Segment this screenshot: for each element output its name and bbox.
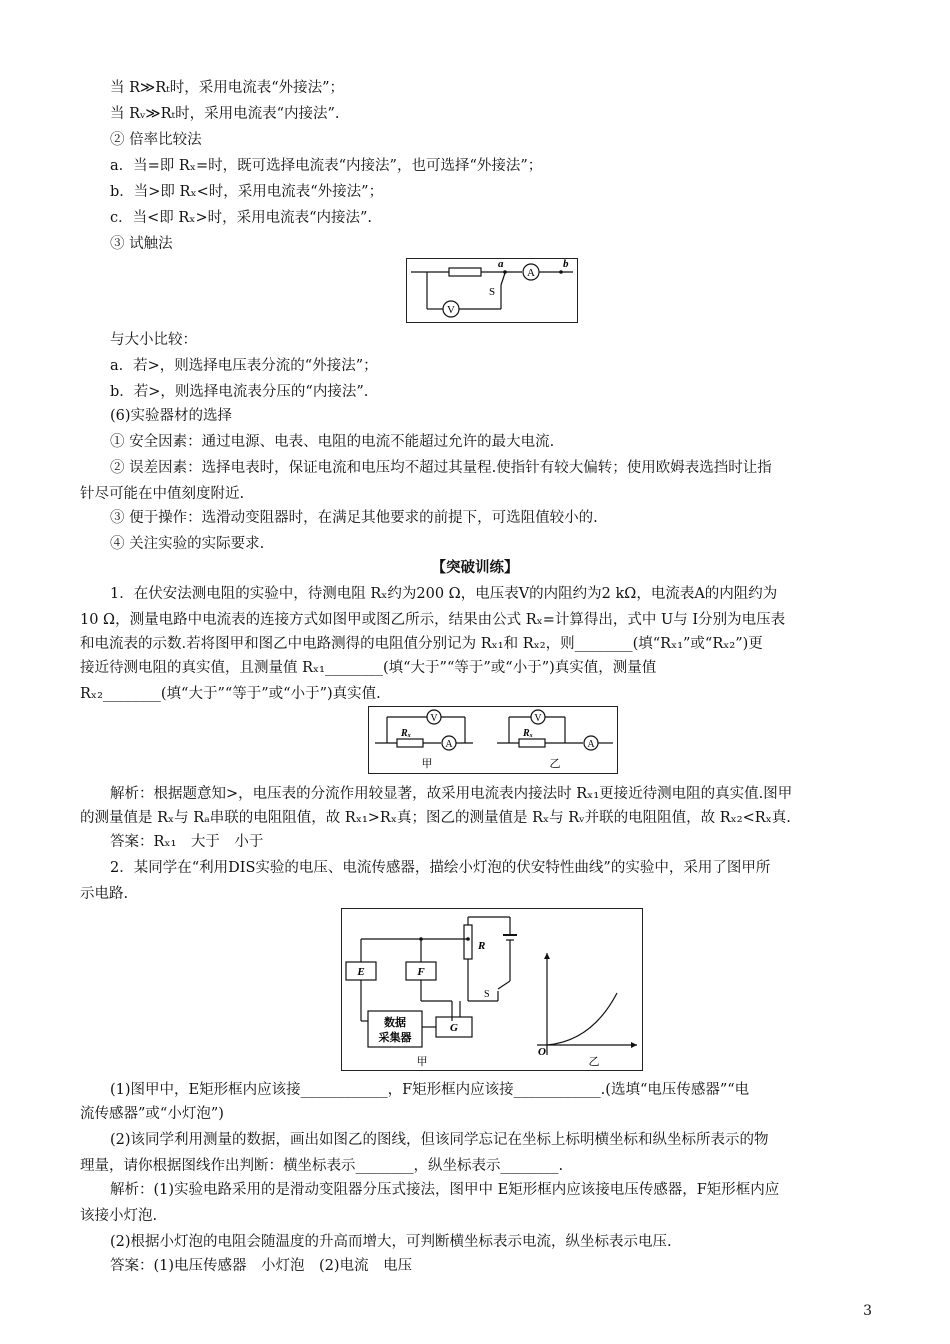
text-line: (6)实验器材的选择 [110,408,233,424]
dis-diagram [342,909,642,1070]
label-e: E [357,966,365,978]
switch-s [501,273,505,285]
text-line: ① 安全因素：通过电源、电表、电阻的电流不能超过允许的最大电流. [110,434,555,450]
text-line: 答案：(1)电压传感器 小灯泡 (2)电流 电压 [110,1258,413,1274]
text-line: 针尽可能在中值刻度附近. [80,486,245,502]
text-line: 示电路. [80,886,129,902]
text-line: b．若>，则选择电流表分压的“内接法”. [110,384,369,400]
text-line: ② 倍率比较法 [110,132,202,148]
text-line: 的测量值是 Rₓ与 Rₐ串联的电阻阻值，故 Rₓ₁>Rₓ真；图乙的测量值是 Rₓ与 Rᵥ并联的电阻阻值，故 Rₓ₂<Rₓ真. [80,810,791,826]
circuit-diagram [407,259,577,322]
label-s: S [484,989,490,1000]
dis-circuit-figure [341,908,643,1071]
trial-touch-circuit-figure [406,258,578,323]
text-line: 1．在伏安法测电阻的实验中，待测电阻 Rₓ约为200 Ω，电压表V的内阻约为2 kΩ，电流表A的内阻约为 [110,586,778,602]
switch-s [498,981,510,989]
text-line: 当 R≫Rₜ时，采用电流表“外接法”； [110,80,345,96]
point-a-label: a [498,259,504,270]
ammeter-yi-label: A [587,739,595,750]
text-line: ④ 关注实验的实际要求. [110,536,265,552]
text-line: b．当>即 Rₓ<时，采用电流表“外接法”； [110,184,384,200]
text-line: 接近待测电阻的真实值，且测量值 Rₓ₁________(填“大于”“等于”或“小于”)真实值，测量值 [80,660,657,676]
text-line: c．当<即 Rₓ>时，采用电流表“内接法”. [110,210,373,226]
text-line: 该接小灯泡. [80,1208,158,1224]
ammeter-jia-label: A [445,739,453,750]
text-line: (2)该同学利用测量的数据，画出如图乙的图线，但该同学忘记在坐标上标明横坐标和纵坐标所表示的物 [110,1132,769,1148]
rx-jia-label: Rₓ [401,728,412,739]
voltmeter-label: V [447,304,455,316]
caption-jia: 甲 [416,1056,428,1068]
text-line: 流传感器”或“小灯泡”) [80,1106,224,1122]
text-line: 10 Ω，测量电路中电流表的连接方式如图甲或图乙所示，结果由公式 Rₓ=计算得出，式中 U与 I分别为电压表 [80,612,786,628]
label-g: G [450,1022,458,1034]
origin-label: O [538,1046,546,1058]
box-label-line1: 数据 [384,1017,406,1029]
caption-jia: 甲 [421,758,433,770]
box-label-line2: 采集器 [378,1032,412,1044]
text-line: (1)图甲中，E矩形框内应该接____________，F矩形框内应该接____________.(选填“电压传感器”“电 [110,1082,750,1098]
section-heading: 【突破训练】 [431,559,519,576]
text-line: (2)根据小灯泡的电阻会随温度的升高而增大，可判断横坐标表示电流，纵坐标表示电压. [110,1234,672,1250]
ammeter-label: A [527,267,535,279]
text-line: 答案：Rₓ₁ 大于 小于 [110,834,264,850]
text-line: ③ 试触法 [110,236,173,252]
text-line: 与大小比较： [110,332,197,348]
voltmeter-jia-label: V [430,713,438,724]
label-f: F [417,966,425,978]
iv-curve [547,993,617,1045]
point-b-label: b [563,259,569,270]
circuit-diagram-pair [369,707,617,773]
label-r: R [478,940,486,952]
text-line: 2．某同学在“利用DIS实验的电压、电流传感器，描绘小灯泡的伏安特性曲线”的实验中，采用了图甲所 [110,860,771,876]
text-line: 解析：(1)实验电路采用的是滑动变阻器分压式接法，图甲中 E矩形框内应该接电压传感器，F矩形框内应 [110,1182,780,1198]
rheostat-r [464,925,472,959]
caption-yi: 乙 [588,1056,600,1068]
text-line: a．当=即 Rₓ=时，既可选择电流表“内接法”，也可选择“外接法”； [110,158,543,174]
text-line: 当 Rᵥ≫Rₜ时，采用电流表“内接法”. [110,106,340,122]
two-circuits-figure [368,706,618,774]
text-line: 和电流表的示数.若将图甲和图乙中电路测得的电阻值分别记为 Rₓ₁和 Rₓ₂，则________(填“Rₓ₁”或“Rₓ₂”)更 [80,636,763,652]
text-line: 理量，请你根据图线作出判断：横坐标表示________，纵坐标表示________. [80,1158,564,1174]
voltmeter-yi-label: V [534,713,542,724]
caption-yi: 乙 [549,758,561,770]
text-line: a．若>，则选择电压表分流的“外接法”； [110,358,378,374]
text-line: ③ 便于操作：选滑动变阻器时，在满足其他要求的前提下，可选阻值较小的. [110,510,598,526]
text-line: ② 误差因素：选择电表时，保证电流和电压均不超过其量程.使指针有较大偏转；使用欧姆表选挡时让指 [110,460,772,476]
switch-label: S [489,286,496,298]
page-number: 3 [863,1303,872,1319]
resistor-rx [449,268,481,276]
text-line: Rₓ₂________(填“大于”“等于”或“小于”)真实值. [80,686,381,702]
text-line: 解析：根据题意知>，电压表的分流作用较显著，故采用电流表内接法时 Rₓ₁更接近待测电阻的真实值.图甲 [110,786,793,802]
rx-yi-label: Rₓ [523,728,534,739]
